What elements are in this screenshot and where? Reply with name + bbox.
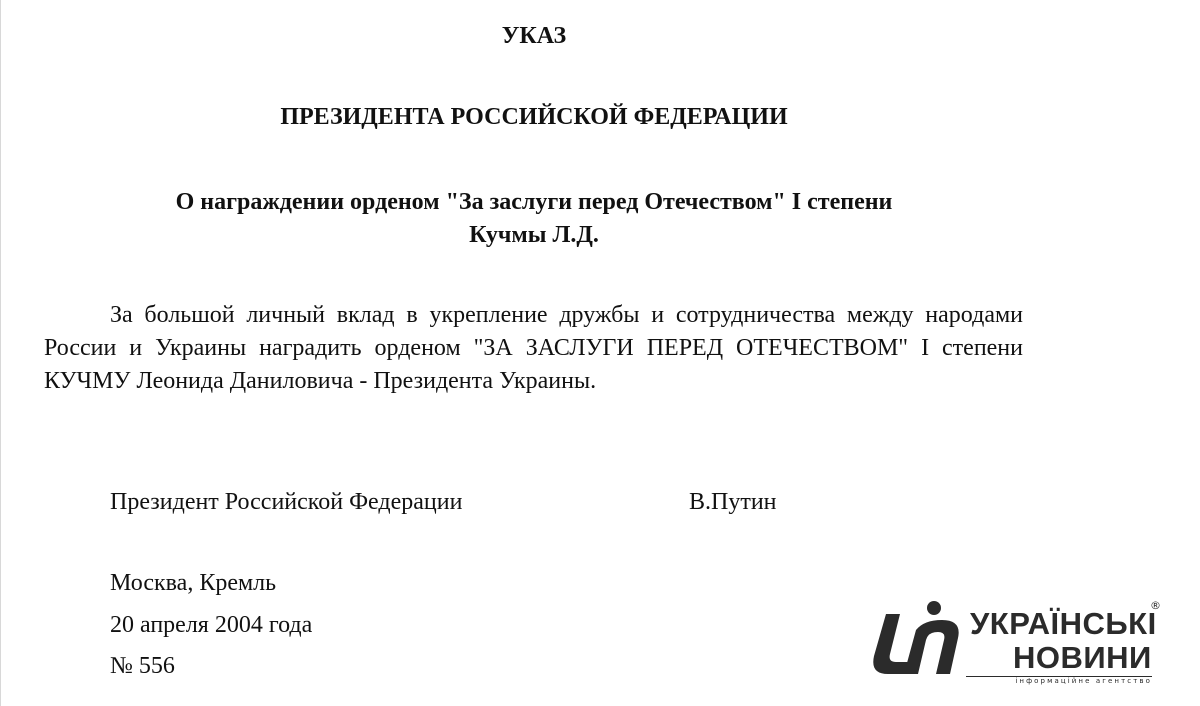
registered-mark: ®: [1150, 599, 1161, 612]
decree-title: УКАЗ: [501, 23, 567, 49]
watermark-logo: [866, 600, 1166, 690]
decree-body: За большой личный вклад в укрепление дружбы и сотрудничества между народами России и Украины наградить орденом "ЗА ЗАСЛУГИ ПЕРЕД ОТЕЧЕСТВОМ" I степени КУЧМУ Леонида Даниловича - Президента Украины.: [44, 302, 1023, 394]
brand-name-line-1: УКРАЇНСЬКІ: [970, 606, 1157, 641]
brand-tagline: інформаційне агентство: [1015, 677, 1152, 685]
brand-name-line-2: НОВИНИ: [1013, 640, 1152, 675]
decree-number: № 556: [110, 653, 175, 679]
decree-place: Москва, Кремль: [110, 570, 277, 596]
signer-name: В.Путин: [689, 489, 777, 515]
decree-date: 20 апреля 2004 года: [110, 612, 313, 638]
signer-position: Президент Российской Федерации: [110, 489, 463, 515]
decree-subject-line-2: Кучмы Л.Д.: [469, 222, 599, 248]
ukrainski-novyny-logo-icon: [866, 600, 970, 680]
decree-subject-line-1: О награждении орденом "За заслуги перед Отечеством" I степени: [175, 189, 893, 215]
decree-issuer: ПРЕЗИДЕНТА РОССИЙСКОЙ ФЕДЕРАЦИИ: [280, 104, 788, 130]
decree-subject: [0, 186, 1068, 252]
